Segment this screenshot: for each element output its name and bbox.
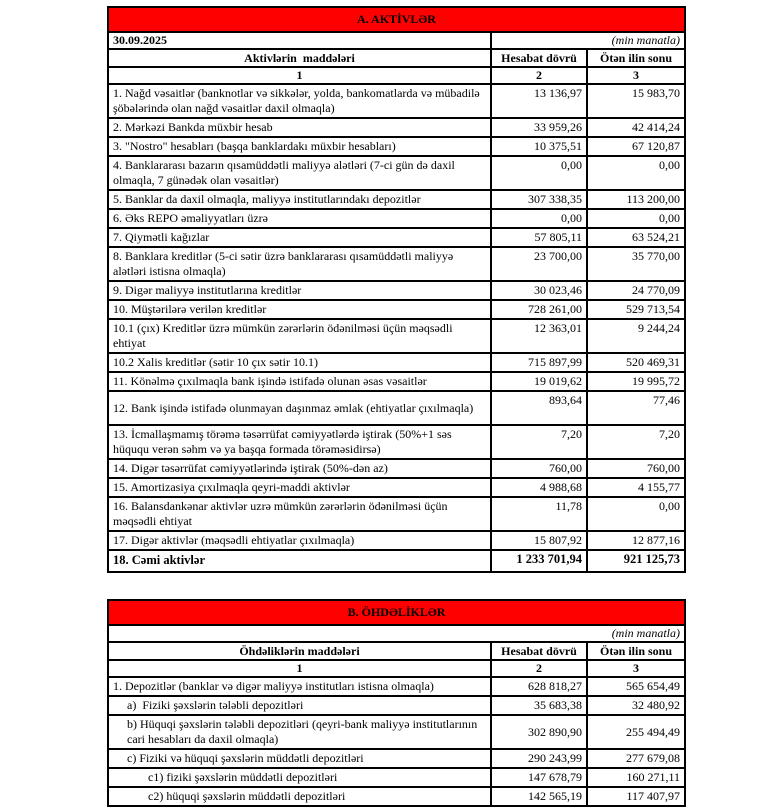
table-row	[108, 190, 685, 209]
table-row	[108, 156, 685, 190]
unit-note: (min manatla)	[491, 32, 685, 49]
row-label: a) Fiziki şəxslərin tələbli depozitləri	[108, 696, 491, 715]
previous-year-value: 565 654,49	[587, 677, 685, 696]
current-period-value: 715 897,99	[491, 353, 587, 372]
row-label: 10.2 Xalis kreditlər (sətir 10 çıx sətir 10.1)	[108, 353, 491, 372]
previous-year-value: 63 524,21	[587, 228, 685, 247]
table-row	[108, 228, 685, 247]
previous-year-value: 117 407,97	[587, 787, 685, 806]
previous-year-value: 42 414,24	[587, 118, 685, 137]
report-date: 30.09.2025	[108, 32, 491, 49]
previous-year-value: 7,20	[587, 425, 685, 459]
liabilities-section-title: B. ÖHDƏLİKLƏR	[108, 600, 685, 625]
current-period-value: 11,78	[491, 497, 587, 531]
table-row	[108, 372, 685, 391]
previous-year-value: 9 244,24	[587, 319, 685, 353]
row-label: 5. Banklar da daxil olmaqla, maliyyə institutlarındakı depozitlər	[108, 190, 491, 209]
row-label: 4. Banklararası bazarın qısamüddətli maliyyə alətləri (7-ci gün də daxil olmaqla, 7 günədək olan vəsaitlər)	[108, 156, 491, 190]
row-label: 13. İcmallaşmamış törəmə təsərrüfat cəmiyyətlərdə iştirak (50%+1 səs hüququ verən səhm və ya başqa formada törəməsidirsə)	[108, 425, 491, 459]
table-row	[108, 353, 685, 372]
row-label: c1) fiziki şəxslərin müddətli depozitləri	[108, 768, 491, 787]
liabilities-header-row	[108, 642, 685, 660]
current-period-value: 290 243,99	[491, 749, 587, 768]
current-period-value: 142 565,19	[491, 787, 587, 806]
column-header-items: Aktivlərin maddələri	[108, 49, 491, 67]
row-label: 9. Digər maliyyə institutlarına kreditlər	[108, 281, 491, 300]
column-number-1: 1	[108, 67, 491, 84]
table-row	[108, 459, 685, 478]
row-label: 1. Depozitlər (banklar və digər maliyyə institutları istisna olmaqla)	[108, 677, 491, 696]
row-label: 12. Bank işində istifadə olunmayan daşınmaz əmlak (ehtiyatlar çıxılmaqla)	[108, 391, 491, 425]
row-label: 16. Balansdankənar aktivlər uzrə mümkün zərərlərin ödənilməsi üçün məqsədli ehtiyat	[108, 497, 491, 531]
current-period-value: 23 700,00	[491, 247, 587, 281]
row-label: 11. Könəlmə çıxılmaqla bank işində istifadə olunan əsas vəsaitlər	[108, 372, 491, 391]
current-period-value: 307 338,35	[491, 190, 587, 209]
column-header-previous-year-end: Ötən ilin sonu	[587, 642, 685, 660]
current-period-value: 33 959,26	[491, 118, 587, 137]
current-period-value: 35 683,38	[491, 696, 587, 715]
table-row	[108, 281, 685, 300]
row-label: 1. Nağd vəsaitlər (banknotlar və sikkələr, yolda, bankomatlarda və mübadilə şöbələrində olan nağd vəsaitlər daxil olmaqla)	[108, 84, 491, 118]
current-period-value: 0,00	[491, 209, 587, 228]
table-row	[108, 319, 685, 353]
current-period-value: 728 261,00	[491, 300, 587, 319]
table-row	[108, 300, 685, 319]
row-label: 14. Digər təsərrüfat cəmiyyətlərində iştirak (50%-dən az)	[108, 459, 491, 478]
row-label: b) Hüquqi şəxslərin tələbli depozitləri (qeyri-bank maliyyə institutlarının cari hesabları da daxil olmaqla)	[108, 715, 491, 749]
table-row	[108, 247, 685, 281]
liabilities-colnum-row	[108, 660, 685, 677]
previous-year-value: 4 155,77	[587, 478, 685, 497]
table-row	[108, 550, 685, 572]
previous-year-value: 160 271,11	[587, 768, 685, 787]
row-label: c) Fiziki və hüquqi şəxslərin müddətli depozitləri	[108, 749, 491, 768]
column-number-3: 3	[587, 67, 685, 84]
previous-year-value: 32 480,92	[587, 696, 685, 715]
table-gap	[107, 573, 684, 599]
current-period-value: 30 023,46	[491, 281, 587, 300]
row-label: 6. Əks REPO əməliyyatları üzrə	[108, 209, 491, 228]
table-row	[108, 768, 685, 787]
liabilities-title-row	[108, 600, 685, 625]
previous-year-value: 760,00	[587, 459, 685, 478]
previous-year-value: 921 125,73	[587, 550, 685, 572]
column-header-current-period: Hesabat dövrü	[491, 642, 587, 660]
table-row	[108, 478, 685, 497]
column-number-2: 2	[491, 67, 587, 84]
previous-year-value: 77,46	[587, 391, 685, 425]
column-header-previous-year-end: Ötən ilin sonu	[587, 49, 685, 67]
row-label: 15. Amortizasiya çıxılmaqla qeyri-maddi aktivlər	[108, 478, 491, 497]
liabilities-table-body	[108, 677, 685, 806]
previous-year-value: 0,00	[587, 209, 685, 228]
liabilities-meta-row	[108, 625, 685, 642]
row-label: 3. "Nostro" hesabları (başqa banklardakı müxbir hesabları)	[108, 137, 491, 156]
assets-section-title: A. AKTİVLƏR	[108, 7, 685, 32]
previous-year-value: 113 200,00	[587, 190, 685, 209]
assets-meta-row	[108, 32, 685, 49]
row-label: 7. Qiymətli kağızlar	[108, 228, 491, 247]
column-number-2: 2	[491, 660, 587, 677]
table-row	[108, 696, 685, 715]
table-row	[108, 209, 685, 228]
table-row	[108, 497, 685, 531]
balance-sheet-report	[107, 6, 684, 807]
previous-year-value: 12 877,16	[587, 531, 685, 550]
previous-year-value: 277 679,08	[587, 749, 685, 768]
row-label: 8. Banklara kreditlər (5-ci sətir üzrə banklararası qısamüddətli maliyyə alətləri istisna olmaqla)	[108, 247, 491, 281]
assets-title-row	[108, 7, 685, 32]
table-row	[108, 715, 685, 749]
previous-year-value: 529 713,54	[587, 300, 685, 319]
previous-year-value: 520 469,31	[587, 353, 685, 372]
assets-table-body	[108, 84, 685, 572]
current-period-value: 147 678,79	[491, 768, 587, 787]
table-row	[108, 531, 685, 550]
current-period-value: 12 363,01	[491, 319, 587, 353]
column-header-items: Öhdəliklərin maddələri	[108, 642, 491, 660]
current-period-value: 19 019,62	[491, 372, 587, 391]
current-period-value: 7,20	[491, 425, 587, 459]
previous-year-value: 255 494,49	[587, 715, 685, 749]
row-label: 17. Digər aktivlər (məqsədli ehtiyatlar çıxılmaqla)	[108, 531, 491, 550]
row-label: 10.1 (çıx) Kreditlər üzrə mümkün zərərlərin ödənilməsi üçün məqsədli ehtiyat	[108, 319, 491, 353]
current-period-value: 57 805,11	[491, 228, 587, 247]
column-number-3: 3	[587, 660, 685, 677]
previous-year-value: 24 770,09	[587, 281, 685, 300]
table-row	[108, 118, 685, 137]
current-period-value: 4 988,68	[491, 478, 587, 497]
unit-note: (min manatla)	[108, 625, 685, 642]
current-period-value: 628 818,27	[491, 677, 587, 696]
current-period-value: 893,64	[491, 391, 587, 425]
current-period-value: 0,00	[491, 156, 587, 190]
previous-year-value: 67 120,87	[587, 137, 685, 156]
table-row	[108, 787, 685, 806]
table-row	[108, 749, 685, 768]
current-period-value: 1 233 701,94	[491, 550, 587, 572]
previous-year-value: 0,00	[587, 497, 685, 531]
table-row	[108, 391, 685, 425]
current-period-value: 760,00	[491, 459, 587, 478]
previous-year-value: 0,00	[587, 156, 685, 190]
column-header-current-period: Hesabat dövrü	[491, 49, 587, 67]
table-row	[108, 677, 685, 696]
liabilities-table	[107, 599, 686, 807]
previous-year-value: 15 983,70	[587, 84, 685, 118]
row-label: c2) hüquqi şəxslərin müddətli depozitləri	[108, 787, 491, 806]
current-period-value: 302 890,90	[491, 715, 587, 749]
previous-year-value: 35 770,00	[587, 247, 685, 281]
table-row	[108, 425, 685, 459]
row-label: 10. Müştərilərə verilən kreditlər	[108, 300, 491, 319]
row-label: 18. Cəmi aktivlər	[108, 550, 491, 572]
previous-year-value: 19 995,72	[587, 372, 685, 391]
table-row	[108, 137, 685, 156]
assets-header-row	[108, 49, 685, 67]
assets-colnum-row	[108, 67, 685, 84]
table-row	[108, 84, 685, 118]
current-period-value: 10 375,51	[491, 137, 587, 156]
current-period-value: 15 807,92	[491, 531, 587, 550]
row-label: 2. Mərkəzi Bankda müxbir hesab	[108, 118, 491, 137]
assets-table	[107, 6, 686, 573]
current-period-value: 13 136,97	[491, 84, 587, 118]
column-number-1: 1	[108, 660, 491, 677]
